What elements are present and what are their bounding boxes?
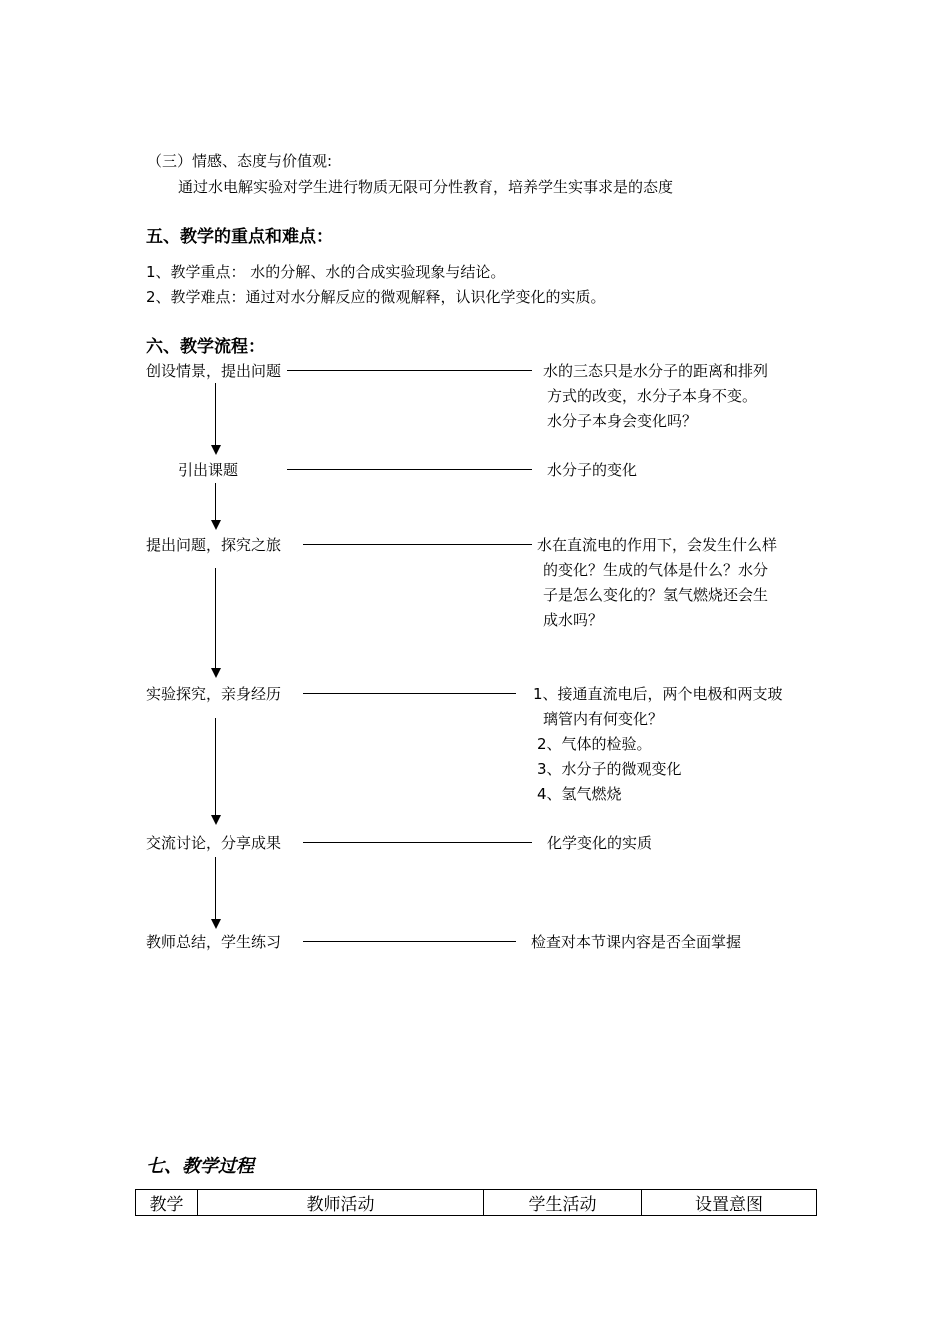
flow-step-desc: 的变化？生成的气体是什么？水分: [543, 561, 769, 579]
flow-arrow-shaft: [215, 383, 216, 446]
flow-step-desc: 水分子本身会变化吗？: [547, 412, 698, 430]
flow-arrow-head: [211, 919, 221, 929]
column-header: 教学: [136, 1190, 198, 1216]
flow-step-desc: 2、气体的检验。: [537, 735, 652, 753]
flow-arrow-shaft: [215, 568, 216, 669]
flow-step-desc: 方式的改变，水分子本身不变。: [547, 387, 758, 405]
flow-step-desc: 成水吗？: [543, 611, 604, 629]
flow-step-desc: 水在直流电的作用下，会发生什么样: [537, 536, 778, 554]
flow-arrow-shaft: [215, 718, 216, 816]
flow-step-desc: 水分子的变化: [547, 461, 638, 479]
difficult-point-item: 2、教学难点：通过对水分解反应的微观解释，认识化学变化的实质。: [146, 288, 606, 306]
flow-connector-line: [303, 693, 516, 694]
flow-step-label: 实验探究，亲身经历: [146, 685, 282, 703]
flow-step-label: 交流讨论，分享成果: [146, 834, 282, 852]
flow-step-label: 教师总结，学生练习: [146, 933, 282, 951]
flow-step-desc: 璃管内有何变化？: [543, 710, 664, 728]
flow-connector-line: [287, 469, 532, 470]
table-header-row: [136, 1190, 817, 1216]
teaching-process-table: [135, 1189, 817, 1216]
section3-heading: （三）情感、态度与价值观:: [147, 152, 333, 170]
flow-arrow-shaft: [215, 857, 216, 920]
flow-arrow-head: [211, 445, 221, 455]
flow-connector-line: [303, 941, 516, 942]
column-header: 学生活动: [484, 1190, 642, 1216]
flow-step-desc: 水的三态只是水分子的距离和排列: [543, 362, 769, 380]
column-header: 设置意图: [642, 1190, 817, 1216]
flow-arrow-head: [211, 520, 221, 530]
section5-heading: 五、教学的重点和难点：: [146, 227, 333, 247]
flow-step-desc: 子是怎么变化的？氢气燃烧还会生: [543, 586, 769, 604]
flow-step-desc: 检查对本节课内容是否全面掌握: [531, 933, 742, 951]
flow-step-label: 引出课题: [178, 461, 239, 479]
column-header: 教师活动: [198, 1190, 484, 1216]
section7-heading: 七、教学过程: [146, 1156, 254, 1177]
flow-arrow-head: [211, 668, 221, 678]
section3-text: 通过水电解实验对学生进行物质无限可分性教育，培养学生实事求是的态度: [178, 178, 674, 196]
flow-step-desc: 化学变化的实质: [547, 834, 653, 852]
flow-step-label: 提出问题，探究之旅: [146, 536, 282, 554]
flow-connector-line: [303, 544, 532, 545]
flow-step-desc: 3、水分子的微观变化: [537, 760, 682, 778]
key-point-item: 1、教学重点： 水的分解、水的合成实验现象与结论。: [146, 263, 506, 281]
flow-step-desc: 4、氢气燃烧: [537, 785, 622, 803]
flow-connector-line: [303, 842, 532, 843]
flow-arrow-head: [211, 815, 221, 825]
section6-heading: 六、教学流程：: [146, 337, 265, 357]
flow-arrow-shaft: [215, 483, 216, 521]
flow-step-desc: 1、接通直流电后，两个电极和两支玻: [533, 685, 783, 703]
flow-connector-line: [287, 370, 532, 371]
flow-step-label: 创设情景，提出问题: [146, 362, 282, 380]
